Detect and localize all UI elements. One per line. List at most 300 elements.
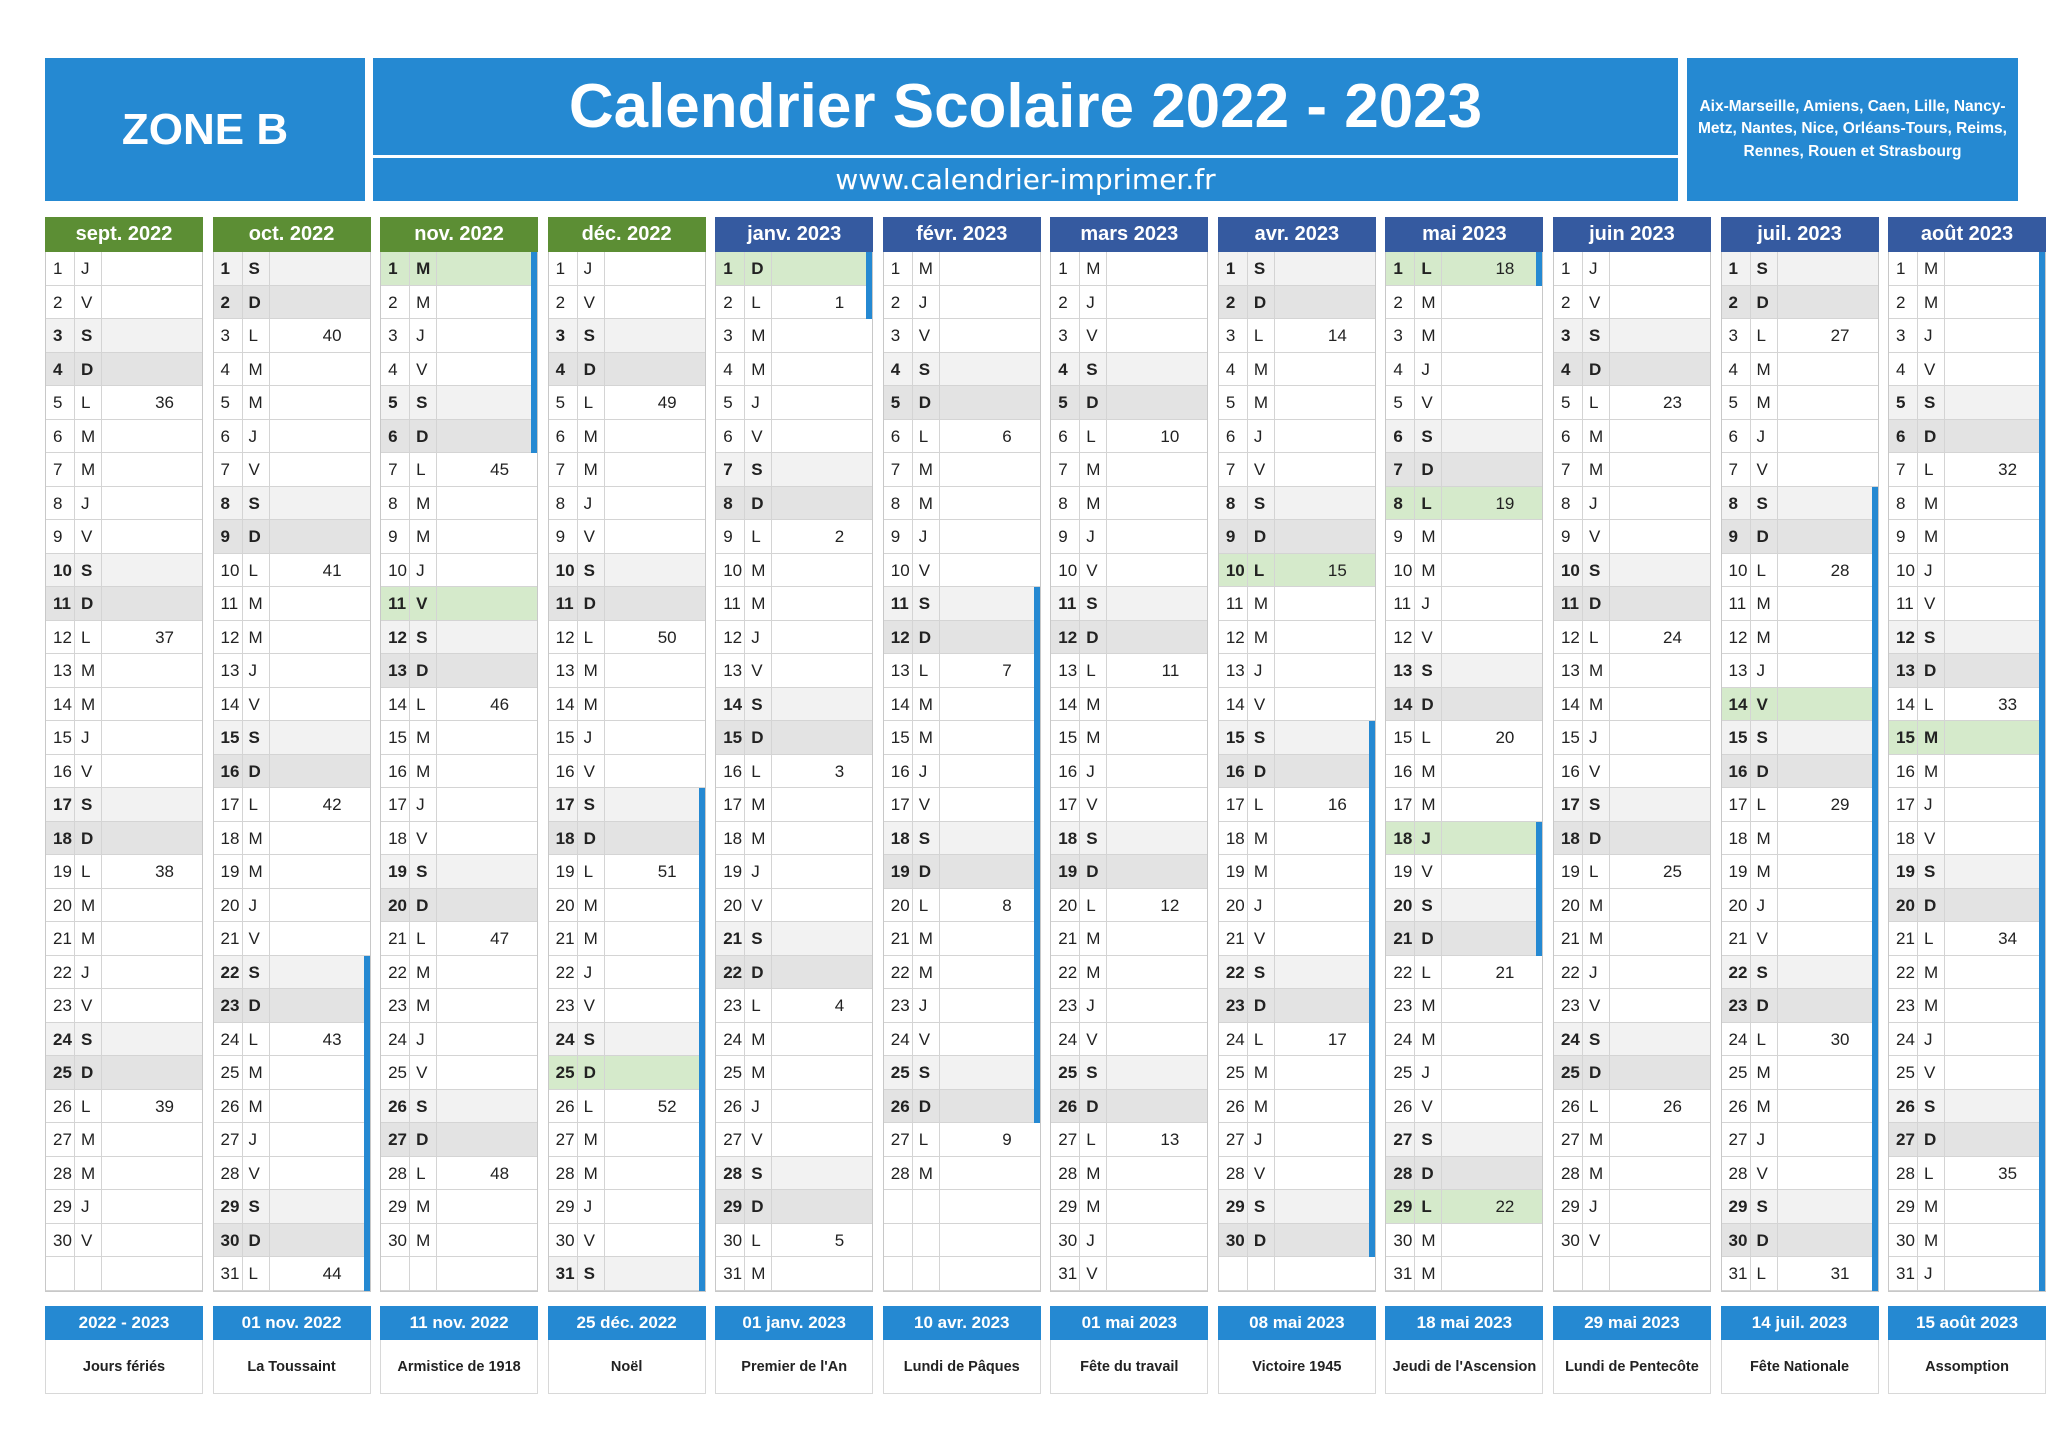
weekday-letter: V: [1086, 560, 1098, 580]
day-row: [1051, 956, 1207, 990]
day-number: 7: [1560, 460, 1571, 479]
day-row: [46, 1257, 202, 1291]
vacation-marker: [531, 420, 537, 454]
day-row: [1386, 1056, 1542, 1090]
day-number: 3: [555, 326, 566, 345]
week-number: 44: [322, 1264, 342, 1283]
day-number: 30: [723, 1230, 743, 1250]
day-number: 7: [1896, 460, 1906, 479]
day-row: [46, 1123, 202, 1157]
weekday-letter: L: [1086, 426, 1096, 446]
weekday-letter: D: [1253, 527, 1267, 546]
day-number: 31: [723, 1264, 743, 1283]
day-number: 22: [388, 962, 408, 982]
day-number: 14: [1728, 694, 1748, 714]
day-number: 1: [723, 259, 733, 278]
weekday-letter: M: [1924, 527, 1939, 546]
day-row: [1219, 319, 1375, 353]
weekday-letter: M: [1086, 694, 1101, 714]
day-row: [1554, 989, 1710, 1023]
vacation-marker: [699, 1056, 705, 1090]
weekday-letter: V: [248, 1163, 260, 1183]
day-row: [1554, 922, 1710, 956]
holiday-item: [548, 1306, 706, 1396]
vacation-marker: [1872, 554, 1878, 588]
weekday-letter: J: [1086, 996, 1095, 1015]
day-row: [884, 353, 1040, 387]
day-number: 11: [220, 594, 239, 613]
holiday-name: Noël: [548, 1340, 706, 1394]
weekday-letter: J: [751, 862, 760, 881]
day-number: 4: [1896, 359, 1906, 379]
day-number: 29: [1393, 1197, 1413, 1216]
vacation-marker: [1034, 587, 1040, 621]
day-row: [1889, 319, 2045, 353]
day-number: 26: [1393, 1096, 1413, 1116]
vacation-marker: [2039, 487, 2045, 521]
week-number: 51: [657, 862, 677, 881]
vacation-marker: [2039, 1023, 2045, 1057]
weekday-letter: M: [1086, 1163, 1101, 1183]
day-number: 20: [1896, 895, 1915, 915]
weekday-letter: J: [583, 962, 593, 982]
day-row: [381, 922, 537, 956]
weekday-letter: M: [751, 594, 766, 613]
day-number: 9: [1058, 527, 1068, 546]
day-number: 5: [723, 393, 733, 412]
day-row: [1554, 788, 1710, 822]
week-number: 33: [1998, 694, 2018, 714]
holiday-date: 29 mai 2023: [1553, 1306, 1711, 1340]
weekday-letter: M: [1588, 895, 1604, 915]
weekday-letter: M: [1421, 292, 1436, 312]
day-number: 10: [1560, 560, 1580, 580]
day-number: 17: [890, 795, 910, 814]
day-number: 20: [1393, 895, 1413, 915]
vacation-marker: [866, 286, 872, 320]
week-number: 24: [1663, 627, 1682, 647]
day-row: [214, 1090, 370, 1124]
day-row: [381, 621, 537, 655]
vacation-marker: [2039, 822, 2045, 856]
day-number: 5: [1393, 393, 1403, 412]
day-number: 4: [388, 359, 398, 379]
weekday-letter: J: [918, 292, 928, 312]
vacation-marker: [1872, 1123, 1878, 1157]
day-number: 18: [1560, 828, 1580, 848]
weekday-letter: D: [1756, 761, 1769, 781]
day-row: [1219, 922, 1375, 956]
week-number: 20: [1495, 728, 1515, 747]
weekday-letter: D: [918, 627, 932, 647]
day-row: [1722, 922, 1878, 956]
weekday-letter: V: [918, 795, 931, 814]
vacation-marker: [699, 956, 705, 990]
day-row: [214, 922, 370, 956]
day-number: 27: [1393, 1130, 1413, 1149]
day-row: [549, 1123, 705, 1157]
day-number: 12: [1393, 627, 1413, 647]
weekday-letter: V: [583, 292, 595, 312]
day-number: 10: [1225, 560, 1245, 580]
weekday-letter: S: [1588, 326, 1601, 345]
vacation-marker: [531, 319, 537, 353]
vacation-marker: [364, 1190, 370, 1224]
vacation-marker: [1034, 755, 1040, 789]
day-row: [214, 353, 370, 387]
weekday-letter: M: [248, 862, 263, 881]
weekday-letter: V: [1756, 929, 1768, 948]
day-number: 19: [1058, 862, 1078, 881]
day-number: 23: [1058, 996, 1078, 1015]
day-number: 25: [1058, 1063, 1078, 1082]
weekday-letter: S: [1756, 259, 1768, 278]
day-row: [1386, 889, 1542, 923]
day-number: 6: [1560, 426, 1571, 446]
day-number: 15: [890, 728, 910, 747]
weekday-letter: J: [583, 728, 593, 747]
day-number: 28: [890, 1163, 910, 1183]
vacation-marker: [1369, 755, 1375, 789]
day-number: 25: [53, 1063, 72, 1082]
day-number: 7: [53, 460, 63, 479]
vacation-marker: [1034, 989, 1040, 1023]
day-row: [716, 788, 872, 822]
day-number: 6: [53, 426, 63, 446]
day-number: 4: [890, 359, 901, 379]
month-column: [883, 217, 1041, 1292]
day-number: 3: [890, 326, 901, 345]
day-row: [1386, 1257, 1542, 1291]
weekday-letter: L: [583, 627, 594, 647]
weekday-letter: L: [918, 426, 929, 446]
day-number: 14: [1393, 694, 1413, 714]
day-number: 21: [1728, 929, 1748, 948]
weekday-letter: J: [1421, 828, 1431, 848]
weekday-letter: V: [1588, 292, 1601, 312]
day-row: [1219, 487, 1375, 521]
weekday-letter: J: [248, 895, 258, 915]
day-row: [1386, 386, 1542, 420]
weekday-letter: S: [1421, 895, 1433, 915]
weekday-letter: V: [1756, 694, 1768, 714]
weekday-letter: M: [1924, 962, 1939, 982]
day-number: 5: [555, 393, 566, 412]
day-number: 19: [1225, 862, 1245, 881]
day-row: [1554, 755, 1710, 789]
weekday-letter: M: [416, 996, 431, 1015]
week-number: 15: [1327, 560, 1347, 580]
weekday-letter: S: [1086, 594, 1098, 613]
weekday-letter: S: [1924, 862, 1936, 881]
weekday-letter: M: [583, 661, 598, 680]
day-number: 19: [388, 862, 408, 881]
vacation-marker: [2039, 453, 2045, 487]
day-number: 29: [1225, 1197, 1245, 1216]
weekday-letter: J: [918, 527, 928, 546]
vacation-marker: [1872, 688, 1878, 722]
day-number: 16: [220, 761, 240, 781]
day-number: 21: [53, 929, 72, 948]
day-row: [1051, 587, 1207, 621]
day-number: 21: [1560, 929, 1580, 948]
day-number: 15: [1728, 728, 1748, 747]
day-number: 2: [1560, 292, 1571, 312]
day-number: 12: [53, 627, 72, 647]
day-row: [1386, 956, 1542, 990]
weekday-letter: L: [1253, 560, 1265, 580]
holiday-date: 25 déc. 2022: [548, 1306, 706, 1340]
day-number: 14: [723, 694, 743, 714]
day-row: [1386, 1190, 1542, 1224]
weekday-letter: M: [583, 460, 598, 479]
vacation-marker: [1369, 1190, 1375, 1224]
week-number: 27: [1830, 326, 1850, 345]
weekday-letter: J: [1924, 1029, 1933, 1049]
day-number: 24: [1225, 1029, 1245, 1049]
weekday-letter: D: [1421, 1163, 1434, 1183]
day-number: 27: [1728, 1130, 1748, 1149]
day-row: [716, 554, 872, 588]
week-number: 12: [1160, 895, 1180, 915]
day-row: [46, 386, 202, 420]
weekday-letter: S: [918, 594, 931, 613]
day-row: [1219, 252, 1375, 286]
weekday-letter: M: [918, 1163, 933, 1183]
weekday-letter: V: [1924, 828, 1936, 848]
weekday-letter: L: [416, 694, 426, 714]
day-row: [1219, 654, 1375, 688]
weekday-letter: S: [1086, 359, 1098, 379]
vacation-marker: [531, 353, 537, 387]
day-number: 17: [1393, 795, 1413, 814]
weekday-letter: D: [1086, 627, 1099, 647]
day-number: 23: [1225, 996, 1245, 1015]
holiday-date: 2022 - 2023: [45, 1306, 203, 1340]
day-row: [716, 286, 872, 320]
day-number: 26: [555, 1096, 575, 1116]
weekday-letter: V: [416, 359, 428, 379]
day-number: 2: [1896, 292, 1906, 312]
day-number: 24: [220, 1029, 240, 1049]
week-number: 46: [490, 694, 510, 714]
day-row: [1386, 1023, 1542, 1057]
day-number: 16: [1560, 761, 1580, 781]
weekday-letter: L: [1086, 661, 1096, 680]
day-number: 1: [388, 259, 398, 278]
weekday-letter: S: [1086, 828, 1098, 848]
weekday-letter: J: [1086, 527, 1095, 546]
day-row: [1889, 1056, 2045, 1090]
weekday-letter: D: [248, 527, 261, 546]
holiday-item: [1721, 1306, 1879, 1396]
day-number: 15: [1058, 728, 1078, 747]
day-row: [214, 1023, 370, 1057]
day-row: [1386, 453, 1542, 487]
day-number: 2: [388, 292, 398, 312]
weekday-letter: M: [1756, 862, 1771, 881]
day-row: [1889, 587, 2045, 621]
day-row: [381, 319, 537, 353]
weekday-letter: M: [416, 728, 431, 747]
day-row: [716, 587, 872, 621]
day-row: [884, 922, 1040, 956]
day-row: [884, 1023, 1040, 1057]
site-url[interactable]: www.calendrier-imprimer.fr: [373, 158, 1678, 201]
holidays-legend: [45, 1306, 2018, 1396]
day-row: [1219, 621, 1375, 655]
week-number: 30: [1830, 1029, 1850, 1049]
vacation-marker: [1034, 1056, 1040, 1090]
day-row: [716, 889, 872, 923]
day-row: [381, 487, 537, 521]
day-number: 16: [555, 761, 575, 781]
day-row: [716, 353, 872, 387]
day-number: 26: [1058, 1096, 1078, 1116]
weekday-letter: V: [416, 828, 428, 848]
weekday-letter: M: [416, 761, 431, 781]
day-number: 4: [1058, 359, 1068, 379]
week-number: 40: [322, 326, 342, 345]
day-number: 10: [1058, 560, 1078, 580]
weekday-letter: M: [1253, 828, 1269, 848]
day-number: 26: [890, 1096, 910, 1116]
day-row: [549, 587, 705, 621]
weekday-letter: M: [751, 560, 766, 580]
day-number: 11: [723, 594, 741, 613]
day-number: 14: [890, 694, 910, 714]
weekday-letter: M: [751, 326, 766, 345]
day-number: 17: [723, 795, 743, 814]
day-row: [1219, 1090, 1375, 1124]
weekday-letter: J: [1924, 560, 1933, 580]
day-number: 7: [555, 460, 566, 479]
week-number: 16: [1327, 795, 1347, 814]
weekday-letter: M: [583, 426, 598, 446]
vacation-marker: [2039, 922, 2045, 956]
holiday-name: Fête Nationale: [1721, 1340, 1879, 1394]
vacation-marker: [1369, 889, 1375, 923]
day-number: 20: [723, 895, 743, 915]
weekday-letter: L: [1756, 560, 1766, 580]
weekday-letter: L: [1756, 1264, 1766, 1283]
day-row: [884, 286, 1040, 320]
weekday-letter: M: [1588, 694, 1604, 714]
weekday-letter: M: [918, 728, 933, 747]
weekday-letter: D: [583, 828, 596, 848]
day-number: 11: [1728, 594, 1747, 613]
day-number: 30: [1896, 1230, 1915, 1250]
weekday-letter: M: [416, 493, 431, 513]
day-number: 31: [1896, 1264, 1915, 1283]
weekday-letter: M: [1588, 426, 1604, 446]
weekday-letter: V: [1924, 1063, 1936, 1082]
day-number: 13: [1728, 661, 1748, 680]
day-number: 5: [220, 393, 231, 412]
day-row: [1051, 1224, 1207, 1258]
vacation-marker: [1369, 1123, 1375, 1157]
day-number: 1: [1058, 259, 1068, 278]
month-header: mai 2023: [1385, 217, 1543, 252]
holiday-date: 01 janv. 2023: [715, 1306, 873, 1340]
day-row: [1889, 1023, 2045, 1057]
vacation-marker: [699, 1090, 705, 1124]
day-row: [884, 520, 1040, 554]
day-row: [1219, 956, 1375, 990]
day-number: 10: [723, 560, 743, 580]
day-row: [1051, 420, 1207, 454]
vacation-marker: [364, 1157, 370, 1191]
weekday-letter: D: [1086, 393, 1099, 412]
weekday-letter: M: [416, 962, 431, 982]
month-column: [715, 217, 873, 1292]
weekday-letter: M: [751, 1264, 766, 1283]
weekday-letter: J: [918, 761, 928, 781]
vacation-marker: [1872, 1157, 1878, 1191]
week-number: 48: [490, 1163, 510, 1183]
day-number: 17: [1225, 795, 1245, 814]
day-number: 29: [555, 1197, 575, 1216]
weekday-letter: M: [81, 929, 96, 948]
day-row: [1722, 1224, 1878, 1258]
weekday-letter: J: [416, 326, 425, 345]
day-row: [1219, 1123, 1375, 1157]
weekday-letter: M: [248, 1096, 263, 1116]
day-number: 14: [1225, 694, 1245, 714]
day-number: 19: [1393, 862, 1413, 881]
day-row: [1051, 922, 1207, 956]
day-row: [716, 1023, 872, 1057]
weekday-letter: D: [1253, 292, 1267, 312]
weekday-letter: M: [1421, 560, 1436, 580]
day-row: [1722, 855, 1878, 889]
day-number: 6: [723, 426, 733, 446]
weekday-letter: J: [1253, 895, 1263, 915]
day-number: 11: [1393, 594, 1412, 613]
vacation-marker: [2039, 1190, 2045, 1224]
week-number: 4: [834, 996, 845, 1015]
day-number: 19: [555, 862, 575, 881]
day-number: 8: [388, 493, 398, 513]
holiday-name: Assomption: [1888, 1340, 2046, 1394]
day-row: [1722, 319, 1878, 353]
day-number: 21: [1896, 929, 1915, 948]
day-row: [1051, 554, 1207, 588]
day-number: 17: [1896, 795, 1915, 814]
weekday-letter: L: [1924, 1163, 1934, 1183]
weekday-letter: M: [583, 694, 598, 714]
day-row: [1889, 252, 2045, 286]
vacation-marker: [699, 1157, 705, 1191]
weekday-letter: D: [1253, 761, 1267, 781]
day-number: 13: [1393, 661, 1413, 680]
day-row: [716, 721, 872, 755]
day-number: 2: [1225, 292, 1236, 312]
day-number: 14: [1058, 694, 1078, 714]
day-row: [1722, 286, 1878, 320]
day-row: [1219, 1023, 1375, 1057]
day-row: [1889, 1224, 2045, 1258]
weekday-letter: M: [248, 1063, 263, 1082]
holiday-item: [1888, 1306, 2046, 1396]
day-row: [381, 286, 537, 320]
day-row: [1722, 520, 1878, 554]
vacation-marker: [1872, 487, 1878, 521]
day-number: 3: [1058, 326, 1068, 345]
day-row: [1722, 587, 1878, 621]
day-number: 29: [388, 1197, 408, 1216]
weekday-letter: L: [1253, 326, 1264, 345]
